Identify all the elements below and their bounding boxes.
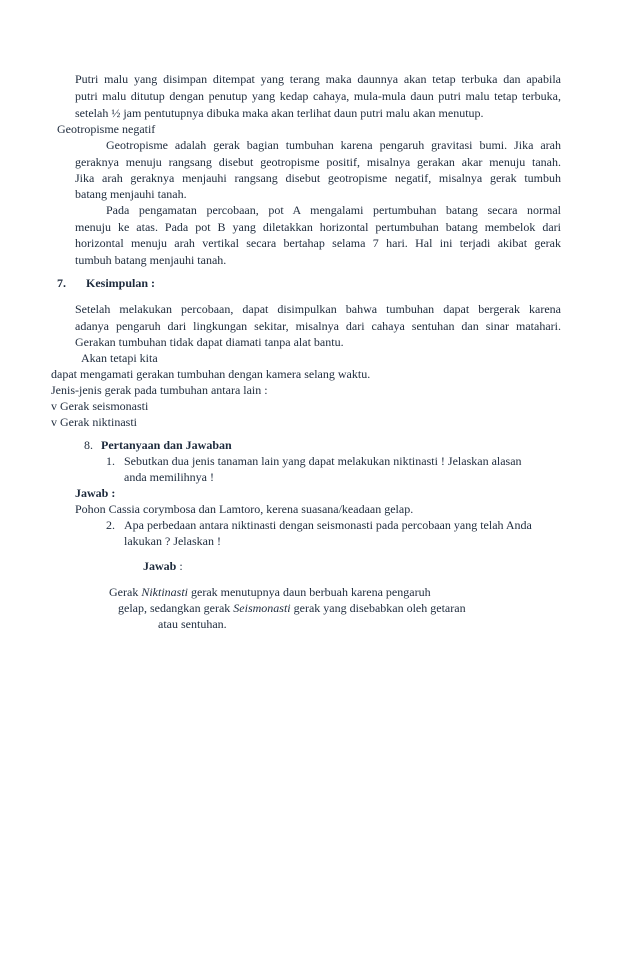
answer-2-line-1 [109, 584, 431, 600]
geotropisme-heading: Geotropisme negatif [57, 122, 156, 136]
jawab-2 [143, 558, 183, 574]
kesimpulan-line-3: Gerakan tumbuhan tidak dapat diamati tanpa alat bantu. [75, 335, 344, 349]
answer-2-line-3: atau sentuhan. [158, 617, 227, 631]
niktinasti-term: Niktinasti [141, 585, 188, 599]
kesimpulan-line-2: adanya pengaruh dari lingkungan sekitar, misalnya dari cahaya sentuhan dan sinar matahari. [75, 319, 561, 333]
section-8-title: Pertanyaan dan Jawaban [101, 438, 232, 452]
answer-2-text: gelap, sedangkan gerak [118, 601, 234, 615]
answer-2-line-2 [118, 600, 466, 616]
pot-line-1: Pada pengamatan percobaan, pot A mengalami pertumbuhan batang secara normal [106, 203, 561, 217]
jawab-1-label: Jawab : [75, 486, 116, 500]
answer-2-text: Gerak [109, 585, 142, 599]
geotropisme-line-4: batang menjauhi tanah. [75, 187, 187, 201]
jawab-1-text: Pohon Cassia corymbosa dan Lamtoro, kerena suasana/keadaan gelap. [75, 502, 414, 516]
section-7-number: 7. [57, 276, 66, 290]
seismonasti-term: Seismonasti [233, 601, 291, 615]
list-item-seismonasti: v Gerak seismonasti [51, 399, 149, 413]
question-1-line-2: anda memilihnya ! [124, 470, 214, 484]
kesimpulan-line-5: dapat mengamati gerakan tumbuhan dengan kamera selang waktu. [51, 367, 371, 381]
kesimpulan-line-1: Setelah melakukan percobaan, dapat disimpulkan bahwa tumbuhan dapat bergerak karena [75, 302, 561, 316]
question-1-line-1: Sebutkan dua jenis tanaman lain yang dapat melakukan niktinasti ! Jelaskan alasan [124, 454, 522, 468]
geotropisme-line-1: Geotropisme adalah gerak bagian tumbuhan karena pengaruh gravitasi bumi. Jika arah [106, 138, 561, 152]
question-2-number: 2. [106, 518, 115, 532]
putri-malu-line-3: setelah ½ jam pentutupnya dibuka maka akan terlihat daun putri malu akan menutup. [75, 106, 484, 120]
pot-line-2: menuju ke atas. Pada pot B yang diletakkan horizontal pertumbuhan batang membelok dari [75, 220, 561, 234]
geotropisme-line-3: Jika arah geraknya menjauhi rangsang disebut geotropisme negatif, misalnya gerak tumbuh [75, 171, 561, 185]
pot-line-3: horizontal menuju arah vertikal secara bertahap selama 7 hari. Hal ini terjadi akibat gerak [75, 236, 561, 250]
jawab-2-colon: : [179, 559, 183, 573]
kesimpulan-line-4: Akan tetapi kita [81, 351, 158, 365]
putri-malu-line-1: Putri malu yang disimpan ditempat yang terang maka daunnya akan tetap terbuka dan apabila [75, 72, 561, 86]
question-1-number: 1. [106, 454, 115, 468]
geotropisme-line-2: geraknya menuju rangsang disebut geotropisme positif, misalnya gerakan akar menuju tanah. [75, 155, 561, 169]
putri-malu-line-2: putri malu ditutup dengan penutup yang kedap cahaya, mula-mula daun putri malu tetap terbuka, [75, 89, 561, 103]
section-8-number: 8. [84, 438, 93, 452]
jawab-2-label: Jawab [143, 559, 177, 573]
list-item-niktinasti: v Gerak niktinasti [51, 415, 137, 429]
kesimpulan-line-6: Jenis-jenis gerak pada tumbuhan antara lain : [51, 383, 268, 397]
question-2-line-1: Apa perbedaan antara niktinasti dengan seismonasti pada percobaan yang telah Anda [124, 518, 532, 532]
answer-2-text: gerak yang disebabkan oleh getaran [290, 601, 466, 615]
answer-2-text: gerak menutupnya daun berbuah karena pengaruh [188, 585, 431, 599]
section-7-title: Kesimpulan : [86, 276, 156, 290]
question-2-line-2: lakukan ? Jelaskan ! [124, 534, 221, 548]
pot-line-4: tumbuh batang menjauhi tanah. [75, 253, 227, 267]
